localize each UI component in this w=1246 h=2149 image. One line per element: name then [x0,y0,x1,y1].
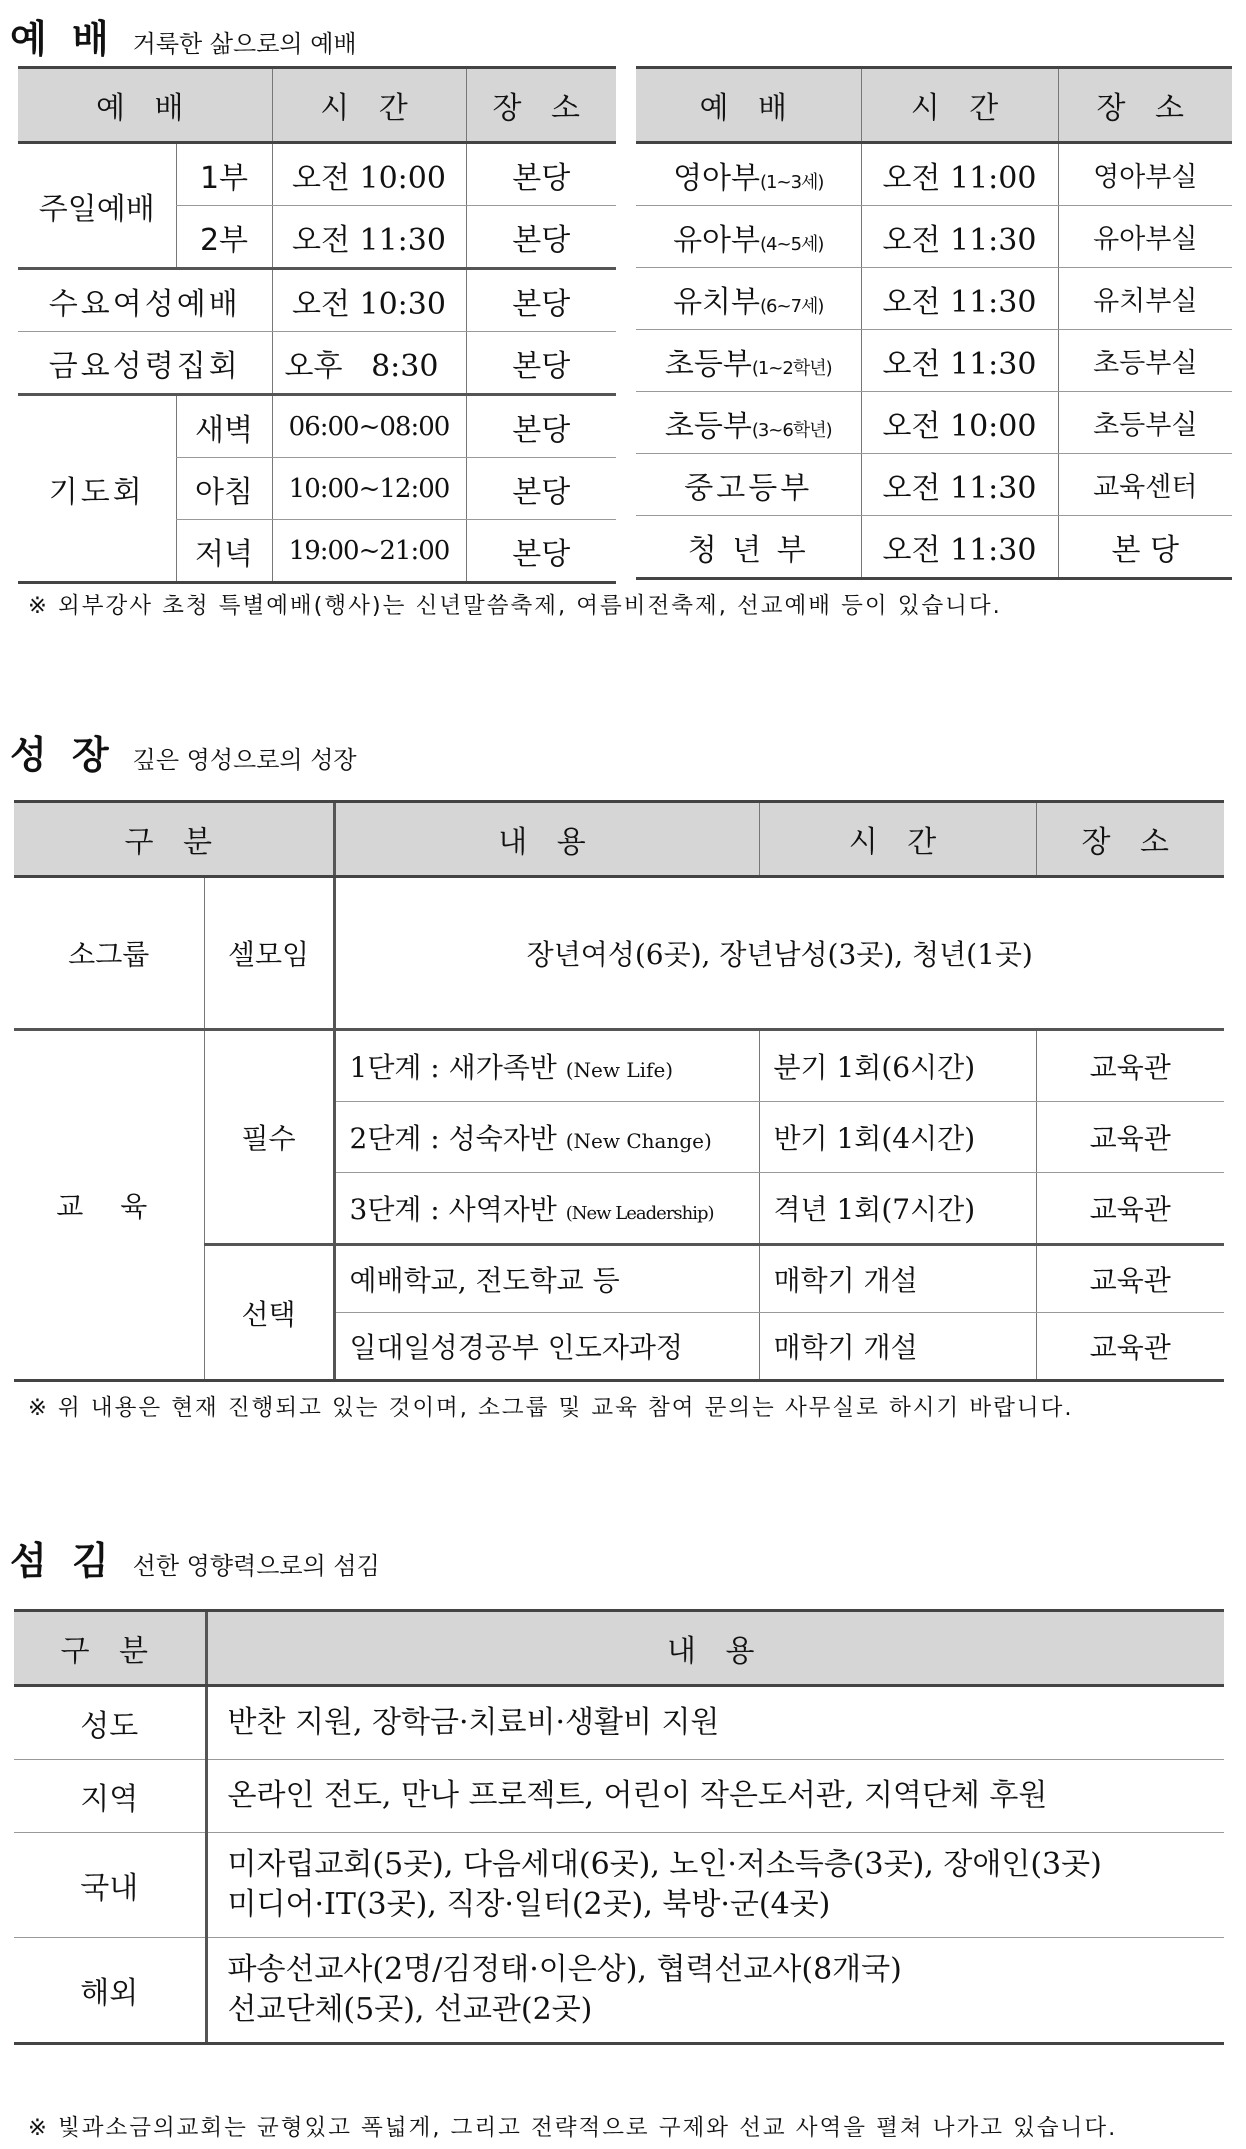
children-worship-row [636,143,1232,206]
col-header-content: 내 용 [206,1611,1224,1686]
sunday-worship-label: 주일예배 [18,143,176,269]
growth-title: 성 장 [10,733,115,777]
service-category: 성도 [14,1686,206,1760]
department-time: 오전 11:30 [861,206,1058,268]
department-time: 오전 11:00 [861,143,1058,206]
worship-adult-table [18,66,616,584]
friday-gathering-time: 오후 8:30 [272,332,466,395]
department-label: 초등부 [664,408,752,444]
col-header-place: 장 소 [1036,802,1224,877]
children-worship-row [636,206,1232,268]
prayer-dawn-label: 새벽 [176,395,272,458]
required-course-3 [334,1173,759,1245]
department-name [636,516,861,579]
required-label: 필수 [204,1030,334,1245]
wednesday-worship-place: 본당 [466,269,616,332]
children-worship-row [636,268,1232,330]
col-header-time: 시 간 [272,68,466,143]
growth-table [14,800,1224,1382]
course-english: (New Change) [565,1129,712,1153]
department-place: 영아부실 [1058,143,1232,206]
worship-note: ※ 외부강사 초청 특별예배(행사)는 신년말씀축제, 여름비전축제, 선교예배 등이 있습니다. [28,593,1002,619]
col-header-place: 장 소 [1058,68,1232,143]
department-label: 영아부 [673,160,761,196]
department-name [636,143,861,206]
friday-gathering-label: 금요성령집회 [18,332,272,395]
department-place: 초등부실 [1058,392,1232,454]
service-header [10,1530,380,1585]
required-course-1 [334,1030,759,1102]
children-worship-row [636,454,1232,516]
department-name [636,268,861,330]
children-worship-row [636,516,1232,579]
service-row [14,1938,1224,2044]
department-place: 유치부실 [1058,268,1232,330]
department-name [636,206,861,268]
prayer-morning-place: 본당 [466,458,616,520]
service-row [14,1833,1224,1938]
required-course-1-place: 교육관 [1036,1030,1224,1102]
prayer-evening-label: 저녁 [176,520,272,583]
elective-course-2-time: 매학기 개설 [759,1313,1036,1381]
department-time: 오전 10:00 [861,392,1058,454]
required-course-2 [334,1102,759,1173]
required-course-1-time: 분기 1회(6시간) [759,1030,1036,1102]
service-content [206,1760,1224,1833]
service-category: 국내 [14,1833,206,1938]
department-place: 본 당 [1058,516,1232,579]
service-table [14,1609,1224,2045]
col-header-category: 구 분 [14,802,334,877]
worship-subtitle: 거룩한 삶으로의 예배 [132,30,357,58]
department-time: 오전 11:30 [861,516,1058,579]
department-name [636,392,861,454]
department-time: 오전 11:30 [861,330,1058,392]
service-line: 미자립교회(5곳), 다음세대(6곳), 노인·저소득층(3곳), 장애인(3곳) [227,1847,1102,1882]
growth-header [10,724,357,779]
department-age: (6~7세) [760,295,824,317]
elective-label: 선택 [204,1245,334,1381]
department-label: 청 년 부 [687,532,809,568]
col-header-content: 내 용 [334,802,759,877]
course-title: 1단계 : 새가족반 [349,1051,557,1084]
elective-course-1-time: 매학기 개설 [759,1245,1036,1313]
smallgroup-label: 소그룹 [14,877,204,1030]
service-line: 선교단체(5곳), 선교관(2곳) [227,1992,593,2027]
cell-group-label: 셀모임 [204,877,334,1030]
friday-gathering-place: 본당 [466,332,616,395]
department-label: 중고등부 [684,470,813,506]
prayer-dawn-time: 06:00~08:00 [272,395,466,458]
service-subtitle: 선한 영향력으로의 섬김 [132,1552,380,1580]
service-content [206,1686,1224,1760]
worship-header [10,8,357,63]
department-time: 오전 11:30 [861,268,1058,330]
sunday-part-1: 1부 [176,143,272,206]
education-label: 교 육 [14,1030,204,1381]
prayer-meeting-label: 기도회 [18,395,176,583]
prayer-dawn-place: 본당 [466,395,616,458]
sunday-part-1-place: 본당 [466,143,616,206]
col-header-category: 구 분 [14,1611,206,1686]
col-header-worship: 예 배 [636,68,861,143]
service-line: 파송선교사(2명/김정태·이은상), 협력선교사(8개국) [227,1952,902,1987]
cell-group-content: 장년여성(6곳), 장년남성(3곳), 청년(1곳) [334,877,1224,1030]
course-english: (New Leadership) [565,1203,714,1224]
department-name [636,330,861,392]
required-course-3-time: 격년 1회(7시간) [759,1173,1036,1245]
service-content [206,1833,1224,1938]
course-english: (New Life) [565,1058,674,1082]
service-line: 온라인 전도, 만나 프로젝트, 어린이 작은도서관, 지역단체 후원 [227,1778,1048,1813]
service-category: 지역 [14,1760,206,1833]
course-title: 2단계 : 성숙자반 [349,1122,557,1155]
col-header-time: 시 간 [759,802,1036,877]
prayer-morning-time: 10:00~12:00 [272,458,466,520]
course-title: 3단계 : 사역자반 [349,1193,557,1226]
prayer-evening-time: 19:00~21:00 [272,520,466,583]
sunday-part-2: 2부 [176,206,272,269]
wednesday-worship-label: 수요여성예배 [18,269,272,332]
service-line: 미디어·IT(3곳), 직장·일터(2곳), 북방·군(4곳) [227,1887,831,1922]
department-label: 초등부 [664,346,752,382]
worship-children-table [636,66,1232,580]
growth-subtitle: 깊은 영성으로의 성장 [132,746,357,774]
elective-course-2-place: 교육관 [1036,1313,1224,1381]
worship-title: 예 배 [10,17,115,61]
department-name [636,454,861,516]
wednesday-worship-time: 오전 10:30 [272,269,466,332]
required-course-3-place: 교육관 [1036,1173,1224,1245]
department-age: (1~3세) [760,171,824,193]
service-row [14,1686,1224,1760]
children-worship-row [636,330,1232,392]
sunday-part-1-time: 오전 10:00 [272,143,466,206]
elective-course-1-place: 교육관 [1036,1245,1224,1313]
prayer-evening-place: 본당 [466,520,616,583]
elective-course-2: 일대일성경공부 인도자과정 [334,1313,759,1381]
department-place: 교육센터 [1058,454,1232,516]
prayer-morning-label: 아침 [176,458,272,520]
required-course-2-place: 교육관 [1036,1102,1224,1173]
service-title: 섬 김 [10,1539,115,1583]
service-content [206,1938,1224,2044]
required-course-2-time: 반기 1회(4시간) [759,1102,1036,1173]
sunday-part-2-place: 본당 [466,206,616,269]
children-worship-row [636,392,1232,454]
service-line: 반찬 지원, 장학금·치료비·생활비 지원 [227,1705,720,1740]
service-note: ※ 빛과소금의교회는 균형있고 폭넓게, 그리고 전략적으로 구제와 선교 사역을 펼쳐 나가고 있습니다. [28,2115,1118,2141]
sunday-part-2-time: 오전 11:30 [272,206,466,269]
col-header-worship: 예 배 [18,68,272,143]
department-label: 유아부 [673,222,761,258]
elective-course-1: 예배학교, 전도학교 등 [334,1245,759,1313]
department-time: 오전 11:30 [861,454,1058,516]
growth-note: ※ 위 내용은 현재 진행되고 있는 것이며, 소그룹 및 교육 참여 문의는 사무실로 하시기 바랍니다. [28,1395,1074,1421]
col-header-time: 시 간 [861,68,1058,143]
department-place: 초등부실 [1058,330,1232,392]
department-label: 유치부 [673,284,761,320]
department-age: (3~6학년) [751,419,832,441]
service-row [14,1760,1224,1833]
department-place: 유아부실 [1058,206,1232,268]
department-age: (1~2학년) [751,357,832,379]
department-age: (4~5세) [760,233,824,255]
col-header-place: 장 소 [466,68,616,143]
service-category: 해외 [14,1938,206,2044]
